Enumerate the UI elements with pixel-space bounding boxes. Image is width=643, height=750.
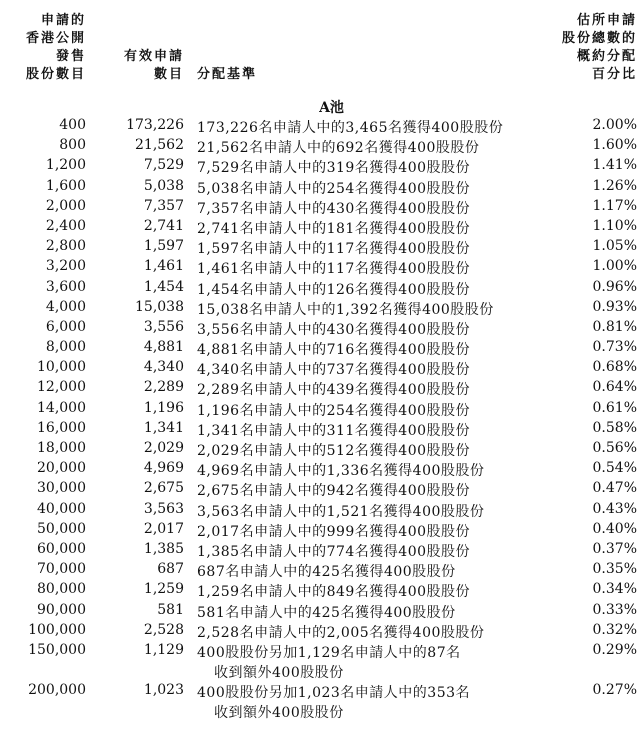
basis-line: 2,017名申請人中的999名獲得400股股份 (197, 523, 471, 540)
header-line: 百分比 (591, 67, 637, 82)
basis-of-allocation-cell (197, 178, 527, 198)
table-row (0, 339, 643, 359)
table-row (0, 117, 643, 137)
basis-line: 15,038名申請人中的1,392名獲得400股股份 (197, 301, 494, 318)
shares-applied-cell: 50,000 (37, 520, 86, 537)
basis-of-allocation-cell (197, 642, 527, 682)
shares-applied-cell: 4,000 (45, 298, 86, 315)
basis-line: 2,289名申請人中的439名獲得400股股份 (197, 382, 471, 399)
table-row (0, 480, 643, 500)
allocation-percentage-cell: 0.54% (592, 460, 637, 477)
basis-of-allocation-cell (197, 299, 527, 319)
valid-applications-cell: 1,454 (143, 278, 184, 295)
allocation-percentage-cell: 0.43% (592, 500, 637, 517)
header-shares-applied (2, 12, 86, 84)
header-basis-of-allocation: 分配基準 (197, 67, 258, 82)
allocation-percentage-cell: 0.35% (592, 561, 637, 578)
allocation-percentage-cell: 0.34% (592, 581, 637, 598)
basis-line: 7,357名申請人中的430名獲得400股股份 (197, 200, 471, 217)
basis-of-allocation-cell (197, 258, 527, 278)
valid-applications-cell: 1,461 (143, 258, 184, 275)
header-line: 申請的 (40, 13, 86, 28)
basis-of-allocation-cell (197, 137, 527, 157)
shares-applied-cell: 14,000 (37, 399, 86, 416)
basis-line: 5,038名申請人中的254名獲得400股股份 (197, 180, 471, 197)
valid-applications-cell: 1,259 (143, 581, 184, 598)
valid-applications-cell: 15,038 (135, 298, 184, 315)
shares-applied-cell: 1,600 (45, 177, 86, 194)
basis-of-allocation-cell (197, 359, 527, 379)
basis-of-allocation-cell (197, 400, 527, 420)
basis-line: 4,340名申請人中的737名獲得400股股份 (197, 362, 471, 379)
basis-line: 400股股份另加1,023名申請人中的353名 (197, 684, 471, 701)
basis-of-allocation-cell (197, 238, 527, 258)
table-row (0, 359, 643, 379)
basis-of-allocation-cell (197, 157, 527, 177)
allocation-percentage-cell: 1.10% (592, 217, 637, 234)
shares-applied-cell: 3,200 (45, 258, 86, 275)
allocation-percentage-cell: 0.68% (592, 359, 637, 376)
table-row (0, 178, 643, 198)
basis-of-allocation-cell (197, 117, 527, 137)
shares-applied-cell: 100,000 (28, 621, 86, 638)
shares-applied-cell: 8,000 (45, 339, 86, 356)
valid-applications-cell: 4,340 (143, 359, 184, 376)
allocation-percentage-cell: 0.93% (592, 298, 637, 315)
header-allocation-percentage (537, 12, 637, 84)
basis-line-continued: 收到額外400股股份 (214, 664, 344, 681)
valid-applications-cell: 4,969 (143, 460, 184, 477)
basis-line: 1,196名申請人中的254名獲得400股股份 (197, 402, 471, 419)
basis-of-allocation-cell (197, 501, 527, 521)
allocation-percentage-cell: 0.96% (592, 278, 637, 295)
header-valid-applications (96, 48, 184, 84)
basis-of-allocation-cell (197, 682, 527, 722)
table-row (0, 622, 643, 642)
basis-line: 2,029名申請人中的512名獲得400股股份 (197, 443, 471, 459)
basis-of-allocation-cell (197, 581, 527, 601)
shares-applied-cell: 80,000 (37, 581, 86, 598)
valid-applications-cell: 2,289 (143, 379, 184, 396)
basis-line: 1,454名申請人中的126名獲得400股股份 (197, 281, 471, 298)
table-row (0, 198, 643, 218)
allocation-percentage-cell: 0.73% (592, 339, 637, 356)
shares-applied-cell: 400 (59, 117, 86, 133)
valid-applications-cell: 2,029 (143, 440, 184, 456)
table-row (0, 460, 643, 480)
allocation-percentage-cell: 1.60% (592, 137, 637, 154)
allocation-percentage-cell: 0.61% (592, 399, 637, 416)
table-row (0, 501, 643, 521)
allocation-percentage-cell: 0.58% (592, 419, 637, 436)
allocation-percentage-cell: 1.17% (592, 197, 637, 214)
shares-applied-cell: 16,000 (37, 419, 86, 436)
table-row (0, 279, 643, 299)
table-row (0, 238, 643, 258)
valid-applications-cell: 1,129 (143, 641, 184, 658)
pool-a-title: A池 (319, 100, 344, 116)
valid-applications-cell: 5,038 (143, 177, 184, 194)
header-line: 發售 (55, 49, 86, 64)
basis-of-allocation-cell (197, 319, 527, 339)
header-line: 香港公開 (25, 31, 86, 46)
shares-applied-cell: 20,000 (37, 460, 86, 477)
basis-line: 7,529名申請人中的319名獲得400股股份 (197, 160, 471, 177)
valid-applications-cell: 2,741 (143, 217, 184, 234)
allocation-percentage-cell: 2.00% (592, 117, 637, 133)
basis-line: 2,741名申請人中的181名獲得400股股份 (197, 220, 471, 237)
valid-applications-cell: 1,196 (143, 399, 184, 416)
basis-line: 4,881名申請人中的716名獲得400股股份 (197, 342, 471, 359)
allocation-percentage-cell: 0.32% (592, 621, 637, 638)
basis-of-allocation-cell (197, 198, 527, 218)
shares-applied-cell: 18,000 (37, 440, 86, 456)
allocation-percentage-cell: 0.64% (592, 379, 637, 396)
header-line: 概約分配 (576, 49, 637, 64)
valid-applications-cell: 1,597 (143, 238, 184, 255)
valid-applications-cell: 581 (157, 601, 184, 618)
shares-applied-cell: 10,000 (37, 359, 86, 376)
table-row (0, 319, 643, 339)
valid-applications-cell: 2,017 (143, 520, 184, 537)
valid-applications-cell: 687 (157, 561, 184, 578)
header-line: 有效申請 (123, 49, 184, 64)
valid-applications-cell: 173,226 (126, 117, 184, 133)
allocation-percentage-cell: 0.33% (592, 601, 637, 618)
table-row (0, 157, 643, 177)
valid-applications-cell: 3,563 (143, 500, 184, 517)
shares-applied-cell: 12,000 (37, 379, 86, 396)
valid-applications-cell: 21,562 (135, 137, 184, 154)
shares-applied-cell: 2,800 (45, 238, 86, 255)
shares-applied-cell: 3,600 (45, 278, 86, 295)
shares-applied-cell: 150,000 (28, 641, 86, 658)
table-row (0, 602, 643, 622)
valid-applications-cell: 1,341 (143, 419, 184, 436)
shares-applied-cell: 1,200 (45, 157, 86, 174)
allocation-percentage-cell: 1.26% (592, 177, 637, 194)
table-row (0, 299, 643, 319)
table-row (0, 561, 643, 581)
table-row (0, 400, 643, 420)
basis-line: 400股股份另加1,129名申請人中的87名 (197, 644, 461, 661)
shares-applied-cell: 2,000 (45, 197, 86, 214)
valid-applications-cell: 2,675 (143, 480, 184, 497)
header-line: 股份數目 (25, 67, 86, 82)
allocation-percentage-cell: 0.81% (592, 318, 637, 335)
header-line: 估所申請 (576, 13, 637, 28)
basis-line: 3,563名申請人中的1,521名獲得400股股份 (197, 503, 485, 520)
shares-applied-cell: 30,000 (37, 480, 86, 497)
basis-of-allocation-cell (197, 521, 527, 541)
shares-applied-cell: 800 (59, 137, 86, 154)
valid-applications-cell: 7,357 (143, 197, 184, 214)
table-row (0, 258, 643, 278)
allocation-table (0, 117, 643, 722)
allocation-percentage-cell: 0.47% (592, 480, 637, 497)
allocation-percentage-cell: 0.29% (592, 641, 637, 658)
basis-line: 173,226名申請人中的3,465名獲得400股股份 (197, 120, 504, 136)
basis-of-allocation-cell (197, 541, 527, 561)
shares-applied-cell: 200,000 (28, 681, 86, 698)
allocation-percentage-cell: 1.00% (592, 258, 637, 275)
basis-line: 1,597名申請人中的117名獲得400股股份 (197, 241, 471, 258)
basis-of-allocation-cell (197, 420, 527, 440)
basis-line: 2,528名申請人中的2,005名獲得400股股份 (197, 624, 485, 641)
basis-line: 3,556名申請人中的430名獲得400股股份 (197, 321, 471, 338)
basis-line: 581名申請人中的425名獲得400股股份 (197, 604, 456, 621)
basis-line: 1,341名申請人中的311名獲得400股股份 (197, 422, 471, 439)
basis-of-allocation-cell (197, 460, 527, 480)
shares-applied-cell: 2,400 (45, 217, 86, 234)
allocation-percentage-cell: 0.37% (592, 540, 637, 557)
basis-line: 1,385名申請人中的774名獲得400股股份 (197, 543, 471, 560)
shares-applied-cell: 40,000 (37, 500, 86, 517)
shares-applied-cell: 90,000 (37, 601, 86, 618)
basis-line: 1,259名申請人中的849名獲得400股股份 (197, 584, 471, 601)
basis-of-allocation-cell (197, 218, 527, 238)
valid-applications-cell: 1,023 (143, 681, 184, 698)
basis-line-continued: 收到額外400股股份 (214, 704, 344, 721)
table-row (0, 682, 643, 722)
allocation-percentage-cell: 0.40% (592, 520, 637, 537)
allocation-percentage-cell: 0.27% (592, 681, 637, 698)
basis-of-allocation-cell (197, 379, 527, 399)
basis-of-allocation-cell (197, 622, 527, 642)
table-row (0, 541, 643, 561)
valid-applications-cell: 7,529 (143, 157, 184, 174)
shares-applied-cell: 6,000 (45, 318, 86, 335)
basis-line: 21,562名申請人中的692名獲得400股股份 (197, 140, 480, 157)
table-row (0, 137, 643, 157)
table-row (0, 440, 643, 460)
shares-applied-cell: 60,000 (37, 540, 86, 557)
basis-of-allocation-cell (197, 279, 527, 299)
valid-applications-cell: 2,528 (143, 621, 184, 638)
basis-of-allocation-cell (197, 339, 527, 359)
header-line: 數目 (153, 67, 184, 82)
basis-line: 4,969名申請人中的1,336名獲得400股股份 (197, 463, 485, 480)
table-row (0, 521, 643, 541)
header-line: 股份總數的 (561, 31, 637, 46)
basis-line: 687名申請人中的425名獲得400股股份 (197, 564, 456, 581)
basis-of-allocation-cell (197, 440, 527, 460)
table-row (0, 581, 643, 601)
table-row (0, 642, 643, 682)
valid-applications-cell: 4,881 (143, 339, 184, 356)
allocation-percentage-cell: 1.41% (592, 157, 637, 174)
valid-applications-cell: 3,556 (143, 318, 184, 335)
table-row (0, 218, 643, 238)
table-row (0, 379, 643, 399)
basis-line: 1,461名申請人中的117名獲得400股股份 (197, 261, 471, 278)
shares-applied-cell: 70,000 (37, 561, 86, 578)
allocation-percentage-cell: 0.56% (592, 440, 637, 456)
basis-line: 2,675名申請人中的942名獲得400股股份 (197, 483, 471, 500)
valid-applications-cell: 1,385 (143, 540, 184, 557)
basis-of-allocation-cell (197, 602, 527, 622)
allocation-percentage-cell: 1.05% (592, 238, 637, 255)
table-row (0, 420, 643, 440)
basis-of-allocation-cell (197, 561, 527, 581)
basis-of-allocation-cell (197, 480, 527, 500)
